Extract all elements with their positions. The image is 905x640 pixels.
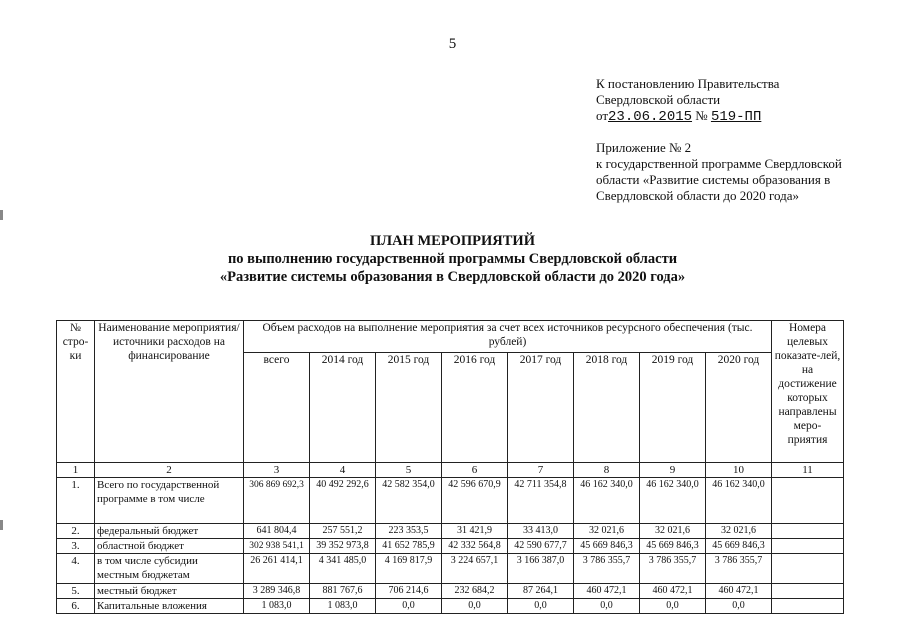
column-number: 5 (376, 463, 442, 478)
row-value: 0,0 (442, 599, 508, 614)
title-line: «Развитие системы образования в Свердловской области до 2020 года» (219, 269, 686, 285)
row-name: Капитальные вложения (95, 599, 244, 614)
header-year-col: 2014 год (310, 353, 376, 463)
resolution-line: К постановлению Правительства (596, 76, 780, 91)
row-value: 302 938 541,1 (244, 539, 310, 554)
row-value: 3 166 387,0 (508, 554, 574, 584)
row-value: 42 711 354,8 (508, 478, 574, 524)
header-year-col: 2016 год (442, 353, 508, 463)
row-value: 1 083,0 (310, 599, 376, 614)
row-value: 42 332 564,8 (442, 539, 508, 554)
row-value: 45 669 846,3 (640, 539, 706, 554)
row-indicators (772, 524, 844, 539)
row-value: 460 472,1 (706, 584, 772, 599)
row-value: 87 264,1 (508, 584, 574, 599)
row-value: 26 261 414,1 (244, 554, 310, 584)
document-title (0, 232, 905, 286)
column-number: 6 (442, 463, 508, 478)
column-number: 11 (772, 463, 844, 478)
header-year-col: 2020 год (706, 353, 772, 463)
header-activity-name: Наименование мероприятия/ источники расходов на финансирование (95, 321, 244, 463)
table-row (57, 539, 844, 554)
row-value: 42 590 677,7 (508, 539, 574, 554)
row-name: в том числе субсидии местным бюджетам (95, 554, 244, 584)
row-value: 232 684,2 (442, 584, 508, 599)
row-indicators (772, 539, 844, 554)
row-value: 46 162 340,0 (574, 478, 640, 524)
column-number: 1 (57, 463, 95, 478)
appendix-line: к государственной программе Свердловской (596, 156, 842, 171)
row-number: 6. (57, 599, 95, 614)
row-value: 0,0 (640, 599, 706, 614)
row-value: 641 804,4 (244, 524, 310, 539)
appendix-line: Свердловской области до 2020 года» (596, 188, 799, 203)
row-value: 46 162 340,0 (640, 478, 706, 524)
header-row-number: № стро-ки (57, 321, 95, 463)
row-value: 42 596 670,9 (442, 478, 508, 524)
column-number: 2 (95, 463, 244, 478)
row-value: 3 786 355,7 (640, 554, 706, 584)
row-value: 33 413,0 (508, 524, 574, 539)
title-line: ПЛАН МЕРОПРИЯТИЙ (370, 233, 535, 249)
header-year-col: всего (244, 353, 310, 463)
row-value: 0,0 (706, 599, 772, 614)
appendix-reference (596, 140, 876, 204)
row-value: 306 869 692,3 (244, 478, 310, 524)
row-value: 257 551,2 (310, 524, 376, 539)
row-value: 4 169 817,9 (376, 554, 442, 584)
row-number: 5. (57, 584, 95, 599)
row-value: 32 021,6 (574, 524, 640, 539)
header-expense-volume: Объем расходов на выполнение мероприятия за счет всех источников ресурсного обеспечения (тыс. рублей) (244, 321, 772, 353)
title-line: по выполнению государственной программы Свердловской области (227, 251, 678, 267)
column-number: 9 (640, 463, 706, 478)
row-value: 1 083,0 (244, 599, 310, 614)
table-row (57, 584, 844, 599)
header-year-col: 2017 год (508, 353, 574, 463)
from-prefix: от (596, 108, 609, 123)
table-row (57, 524, 844, 539)
column-number: 3 (244, 463, 310, 478)
row-value: 706 214,6 (376, 584, 442, 599)
row-value: 3 786 355,7 (574, 554, 640, 584)
row-value: 40 492 292,6 (310, 478, 376, 524)
row-indicators (772, 599, 844, 614)
table-row (57, 599, 844, 614)
row-value: 32 021,6 (640, 524, 706, 539)
column-number: 8 (574, 463, 640, 478)
row-value: 4 341 485,0 (310, 554, 376, 584)
row-number: 3. (57, 539, 95, 554)
column-number: 10 (706, 463, 772, 478)
column-number: 7 (508, 463, 574, 478)
header-year-col: 2019 год (640, 353, 706, 463)
scan-edge-mark (0, 210, 3, 220)
row-value: 3 224 657,1 (442, 554, 508, 584)
number-prefix: № (695, 108, 708, 123)
resolution-line: Свердловской области (596, 92, 721, 107)
table-row (57, 478, 844, 524)
row-number: 1. (57, 478, 95, 524)
row-indicators (772, 554, 844, 584)
appendix-line: области «Развитие системы образования в (596, 172, 831, 187)
column-number: 4 (310, 463, 376, 478)
resolution-date: 23.06.2015 (608, 109, 693, 125)
row-value: 42 582 354,0 (376, 478, 442, 524)
row-number: 2. (57, 524, 95, 539)
row-value: 3 786 355,7 (706, 554, 772, 584)
row-value: 31 421,9 (442, 524, 508, 539)
row-number: 4. (57, 554, 95, 584)
row-name: федеральный бюджет (95, 524, 244, 539)
row-value: 0,0 (376, 599, 442, 614)
row-value: 460 472,1 (574, 584, 640, 599)
table-row (57, 554, 844, 584)
scan-edge-mark (0, 520, 3, 530)
appendix-line: Приложение № 2 (596, 140, 692, 155)
row-value: 223 353,5 (376, 524, 442, 539)
row-indicators (772, 478, 844, 524)
row-value: 0,0 (508, 599, 574, 614)
row-value: 46 162 340,0 (706, 478, 772, 524)
row-value: 3 289 346,8 (244, 584, 310, 599)
row-value: 45 669 846,3 (706, 539, 772, 554)
resolution-date-line (596, 108, 779, 125)
header-year-col: 2015 год (376, 353, 442, 463)
row-value: 460 472,1 (640, 584, 706, 599)
row-value: 0,0 (574, 599, 640, 614)
plan-table (56, 320, 844, 614)
row-value: 881 767,6 (310, 584, 376, 599)
page-number: 5 (448, 36, 457, 52)
row-name: областной бюджет (95, 539, 244, 554)
header-year-col: 2018 год (574, 353, 640, 463)
resolution-reference (596, 76, 779, 125)
row-name: Всего по государственной программе в том числе (95, 478, 244, 524)
row-value: 39 352 973,8 (310, 539, 376, 554)
resolution-number: 519-ПП (710, 109, 762, 125)
row-value: 41 652 785,9 (376, 539, 442, 554)
row-name: местный бюджет (95, 584, 244, 599)
header-target-indicators: Номера целевых показате-лей, на достижение которых направлены меро-приятия (772, 321, 844, 463)
row-value: 45 669 846,3 (574, 539, 640, 554)
row-value: 32 021,6 (706, 524, 772, 539)
row-indicators (772, 584, 844, 599)
